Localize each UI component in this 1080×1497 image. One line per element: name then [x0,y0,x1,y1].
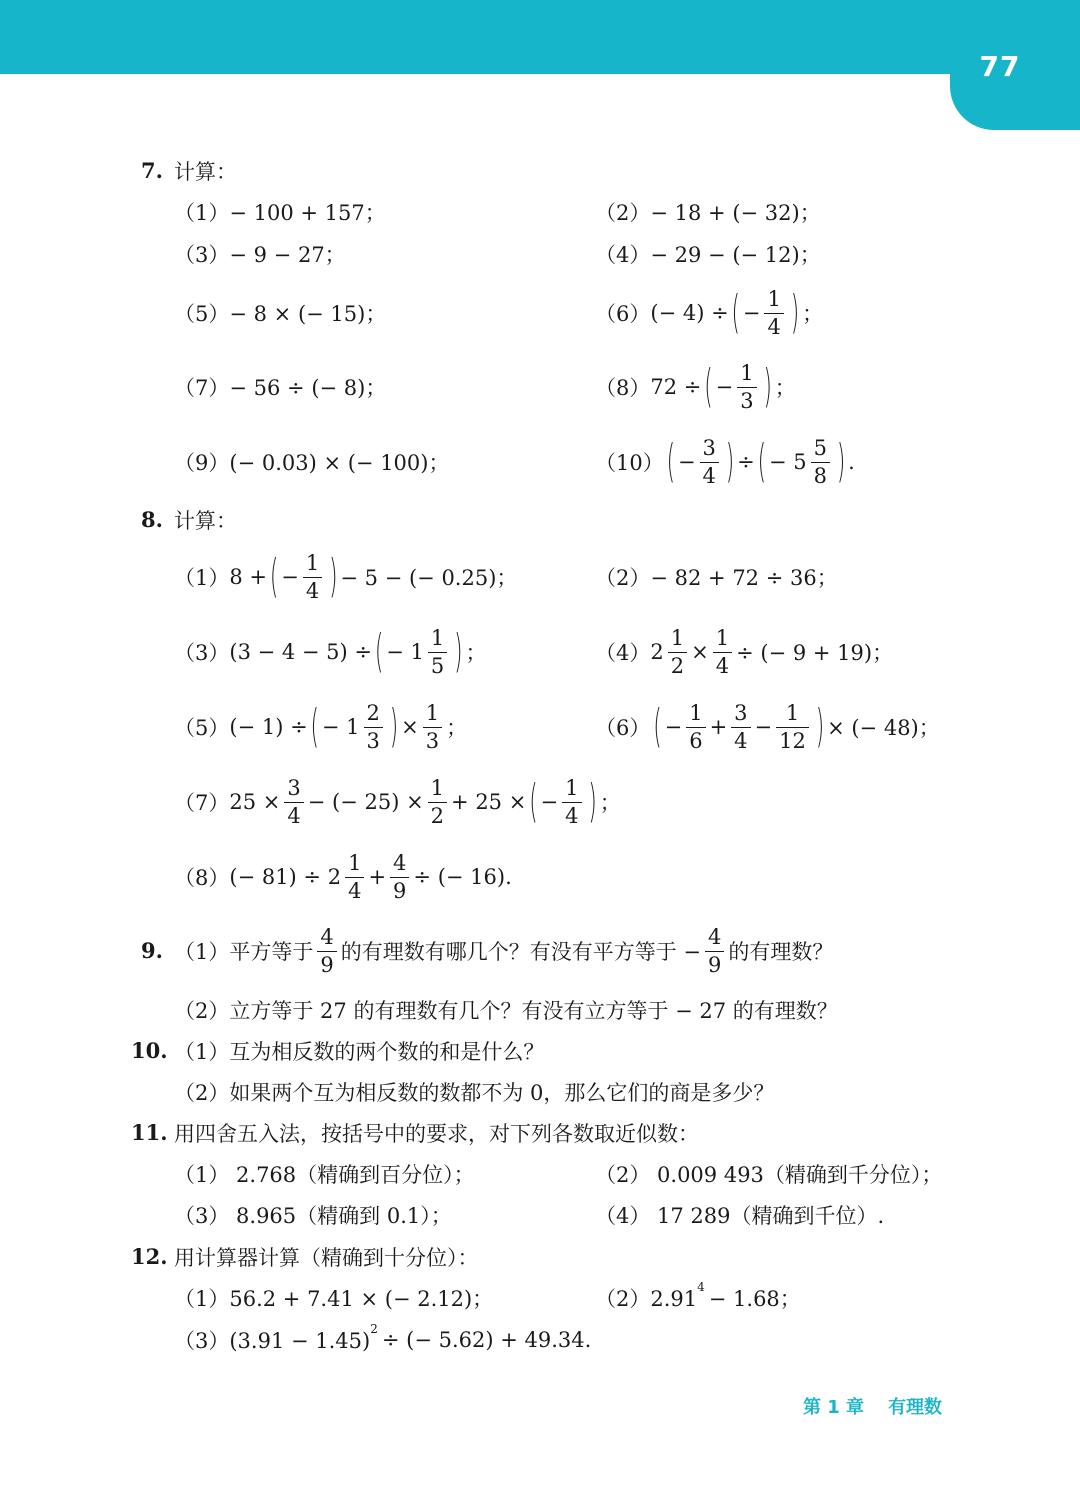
minus-sign: − [540,790,559,814]
denominator: 12 [776,727,809,752]
numerator: 5 [813,435,827,460]
expression-part: − (− 25) × [307,790,424,814]
fraction [713,625,732,678]
punctuation: ； [599,791,621,815]
q10-part-2: （2）如果两个互为相反数的数都不为 0，那么它们的商是多少？ [174,1081,775,1105]
q7-item-6 [595,278,823,348]
punctuation: ； [446,716,468,740]
left-paren: ( [666,435,675,487]
item-label: （6） [595,716,651,740]
q10-number: 10. [131,1038,168,1063]
item-label: （8） [595,376,651,400]
numerator: 3 [734,700,748,725]
denominator: 4 [303,577,322,602]
mixed-number-whole: 2 [650,640,664,664]
left-paren: ( [704,360,713,412]
fraction [668,625,687,678]
right-paren: ) [763,360,772,412]
q8-item-1 [174,542,517,612]
denominator: 6 [686,727,705,752]
item-label: （2） [595,566,651,590]
expression: − 29 − (− 12)； [650,243,821,267]
q8-title: 计算： [174,509,237,533]
left-paren: ( [310,700,319,752]
expression-part: − 1.68； [708,1287,801,1311]
expression-part: (− 1) ÷ [229,715,308,739]
mixed-number-whole: − 1 [321,715,360,739]
expression-part: × (− 48)； [827,716,940,740]
numerator: 3 [702,435,716,460]
numerator: 1 [715,625,730,650]
punctuation: . [848,450,855,474]
q8-item-7 [174,767,621,837]
fraction [423,700,442,753]
operator: − [754,715,773,739]
expression: − 18 + (− 32)； [650,201,821,225]
item-label: （5） [174,716,230,740]
left-paren: ( [653,700,662,752]
denominator: 2 [668,652,687,677]
q12-number: 12. [131,1244,168,1269]
question-text: 的有理数有哪几个？有没有平方等于 − [340,940,702,964]
fraction [428,775,447,828]
fraction [345,850,364,903]
q11-number: 11. [131,1120,168,1145]
operator: × [691,640,709,664]
denominator: 3 [364,727,383,752]
fraction [700,435,719,488]
expression: − 56 ÷ (− 8)； [229,376,387,400]
q11-item-3: （3） 8.965（精确到 0.1）； [174,1204,452,1228]
minus-sign: − [281,565,299,589]
item-label: （4） [595,243,651,267]
numerator: 1 [689,700,703,725]
q8-item-3 [174,617,486,687]
item-label: （1） [174,201,230,225]
q12-item-2 [595,1263,801,1333]
denominator: 4 [713,652,732,677]
minus-sign: − [742,301,761,325]
q12-item-1: （1）56.2 + 7.41 × (− 2.12)； [174,1287,494,1311]
numerator: 1 [305,550,320,575]
fraction [317,924,336,977]
fraction [731,700,750,753]
item-label: （8） [174,866,230,890]
q11-item-2: （2） 0.009 493（精确到千分位）； [595,1163,943,1187]
item-label: （1） [174,940,230,964]
denominator: 9 [317,951,336,976]
q7-item-8 [595,352,796,422]
q7-item-10 [595,427,855,497]
numerator: 1 [430,625,445,650]
minus-sign: − [664,715,683,739]
fraction [428,625,447,678]
numerator: 4 [320,924,334,949]
expression-part: 25 × [229,790,281,814]
operator: ÷ [737,450,755,474]
denominator: 9 [705,951,724,976]
denominator: 4 [700,462,719,487]
right-paren: ) [815,700,825,752]
expression-part: ÷ (− 9 + 19)； [736,641,894,665]
right-paren: ) [588,775,597,827]
denominator: 5 [428,652,447,677]
q8-item-5 [174,692,467,762]
fraction [562,775,581,828]
expression-part: ÷ (− 16). [413,865,512,889]
item-label: （4） [595,641,651,665]
q7-item-7 [174,352,386,422]
expression-part: − 5 − (− 0.25)； [340,566,518,590]
fraction [705,924,724,977]
left-paren: ( [375,625,384,677]
q7-item-5 [174,278,386,348]
q11-item-1: （1） 2.768（精确到百分位）； [174,1163,475,1187]
fraction [364,700,383,753]
item-label: （7） [174,791,230,815]
fraction [303,550,322,603]
numerator: 1 [670,625,685,650]
q7-number: 7. [141,158,163,183]
exponent: 2 [370,1322,378,1336]
item-label: （2） [174,999,230,1023]
numerator: 1 [785,700,800,725]
page-number: 77 [979,50,1021,83]
denominator: 8 [811,462,830,487]
left-paren: ( [270,550,279,602]
expression-part: + 25 × [451,790,527,814]
fraction [686,700,705,753]
denominator: 2 [428,802,447,827]
right-paren: ) [836,435,846,487]
item-label: （7） [174,376,230,400]
numerator: 1 [767,286,781,311]
right-paren: ) [329,550,338,602]
q11-title: 用四舍五入法，按括号中的要求，对下列各数取近似数： [174,1122,699,1146]
denominator: 3 [737,387,756,412]
q8-item-8 [174,842,512,912]
q9-number: 9. [141,938,163,963]
denominator: 4 [284,802,303,827]
question-text: 的有理数？ [728,940,834,964]
denominator: 9 [390,877,409,902]
q12-title: 用计算器计算（精确到十分位）： [174,1246,479,1270]
expression: (− 0.03) × (− 100)； [229,451,450,475]
minus-sign: − [715,375,734,399]
q8-number: 8. [141,507,163,532]
expression: − 100 + 157； [229,201,386,225]
item-label: （5） [174,302,230,326]
numerator: 1 [425,700,440,725]
item-label: （3） [174,641,230,665]
right-paren: ) [725,435,735,487]
q12-item-3 [174,1305,591,1375]
expression-part: 8 + [229,565,268,589]
header-band [0,0,1080,74]
q7-title: 计算： [174,160,237,184]
item-label: （6） [595,302,651,326]
q7-item-9 [174,427,449,497]
denominator: 4 [731,727,750,752]
mixed-number-whole: − 5 [768,450,807,474]
expression: − 8 × (− 15)； [229,302,387,326]
fraction [764,286,783,339]
punctuation: ； [465,641,487,665]
expression-part: (3 − 4 − 5) ÷ [229,640,373,664]
numerator: 4 [393,850,407,875]
expression-part: （2）2.91 [595,1287,698,1311]
q11-item-4: （4） 17 289（精确到千位）. [595,1204,885,1228]
question-text: 平方等于 [229,940,314,964]
minus-sign: − [677,450,696,474]
denominator: 4 [345,877,364,902]
left-paren: ( [731,286,740,338]
exponent: 4 [697,1280,705,1294]
right-paren: ) [454,625,463,677]
right-paren: ) [790,286,800,338]
numerator: 1 [348,850,362,875]
q8-item-2 [595,542,838,612]
item-label: （3） [174,243,230,267]
denominator: 4 [562,802,581,827]
numerator: 4 [708,924,722,949]
fraction [811,435,830,488]
fraction [390,850,409,903]
item-label: （2） [595,201,651,225]
left-paren: ( [529,775,538,827]
expression-part: （3）(3.91 − 1.45) [174,1329,371,1353]
mixed-number-whole: − 1 [386,640,424,664]
chapter-title: 有理数 [888,1397,943,1418]
fraction [737,360,756,413]
chapter-footer [803,1393,942,1419]
expression-part: (− 4) ÷ [650,301,729,325]
punctuation: ； [802,302,824,326]
q8-item-4 [595,617,893,687]
q10-part-1: （1）互为相反数的两个数的和是什么？ [174,1040,545,1064]
expression: − 9 − 27； [229,243,346,267]
chapter-number: 第 1 章 [803,1397,865,1418]
expression-part: 72 ÷ [650,375,702,399]
item-label: （10） [595,451,664,475]
numerator: 1 [430,775,445,800]
punctuation: ； [774,376,796,400]
q8-item-6 [595,692,940,762]
operator: × [401,715,419,739]
expression-part: ÷ (− 5.62) + 49.34. [381,1328,592,1352]
numerator: 1 [565,775,579,800]
fraction [284,775,303,828]
numerator: 1 [740,360,754,385]
item-label: （9） [174,451,230,475]
numerator: 2 [366,700,380,725]
question-text: 立方等于 27 的有理数有几个？有没有立方等于 − 27 的有理数？ [229,999,838,1023]
operator: + [709,715,728,739]
left-paren: ( [757,435,766,487]
denominator: 4 [764,313,783,338]
item-label: （1） [174,566,230,590]
operator: + [368,865,387,889]
right-paren: ) [389,700,399,752]
expression: − 82 + 72 ÷ 36； [650,566,838,590]
expression-part: (− 81) ÷ 2 [229,865,342,889]
denominator: 3 [423,727,442,752]
fraction [776,700,809,753]
numerator: 3 [287,775,301,800]
